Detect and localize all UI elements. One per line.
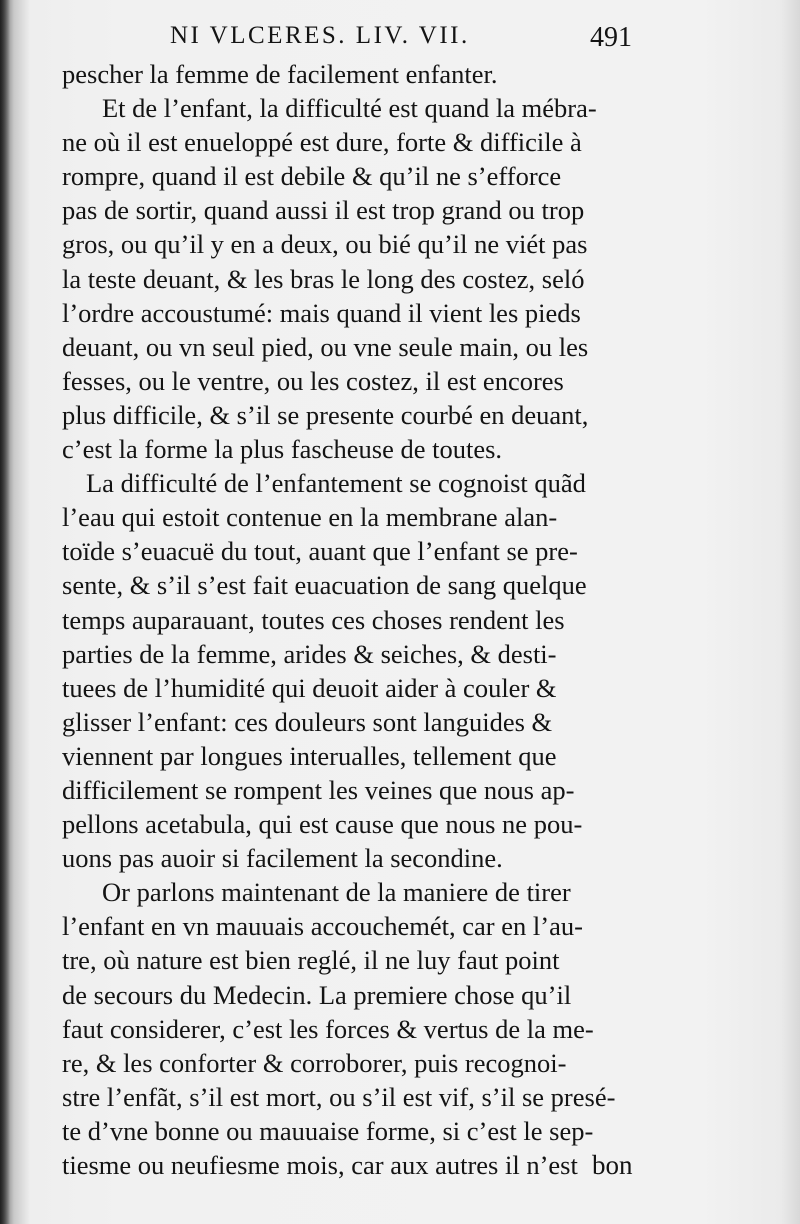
- text-line: glisser l’enfant: ces douleurs sont languides &: [62, 706, 553, 737]
- catchword: bon: [592, 1150, 633, 1180]
- text-line: parties de la femme, arides & seiches, & desti-: [62, 638, 557, 669]
- text-line: te d’vne bonne ou mauuaise forme, si c’est le sep-: [62, 1115, 594, 1146]
- text-line: viennent par longues interualles, tellement que: [62, 740, 557, 771]
- text-line: pas de sortir, quand aussi il est trop grand ou trop: [62, 195, 585, 226]
- text-line: uons pas auoir si facilement la secondine.: [62, 843, 503, 874]
- running-head: NI VLCERES. LIV. VII.: [170, 22, 470, 49]
- text-line: faut considerer, c’est les forces & vertus de la me-: [62, 1013, 594, 1044]
- text-line: de secours du Medecin. La premiere chose qu’il: [62, 979, 572, 1010]
- text-line: temps auparauant, toutes ces choses rendent les: [62, 604, 565, 635]
- text-line: fesses, ou le ventre, ou les costez, il est encores: [62, 365, 564, 396]
- page-header: [0, 18, 800, 58]
- text-line: tuees de l’humidité qui deuoit aider à couler &: [62, 672, 557, 703]
- text-line: pescher la femme de facilement enfanter.: [62, 59, 498, 89]
- text-line: difficilement se rompent les veines que nous ap-: [62, 774, 575, 805]
- text-line: tiesme ou neufiesme mois, car aux autres il n’est: [62, 1150, 578, 1180]
- text-line: re, & les conforter & corroborer, puis recognoi-: [62, 1047, 567, 1078]
- paragraph-start-line: Et de l’enfant, la difficulté est quand la mébra-: [102, 93, 597, 124]
- text-line: toïde s’euacuë du tout, auant que l’enfant se pre-: [62, 536, 578, 567]
- text-line: ne où il est enueloppé est dure, forte & difficile à: [62, 127, 582, 158]
- paragraph-start-line: La difficulté de l’enfantement se cognoist quãd: [86, 468, 586, 499]
- text-line: tre, où nature est bien reglé, il ne luy faut point: [62, 945, 560, 976]
- text-line: c’est la forme la plus fascheuse de toutes.: [62, 434, 503, 465]
- text-line: la teste deuant, & les bras le long des costez, seló: [62, 263, 585, 294]
- text-line: rompre, quand il est debile & qu’il ne s’efforce: [62, 161, 562, 192]
- text-line: deuant, ou vn seul pied, ou vne seule main, ou les: [62, 331, 589, 362]
- paragraph-start-line: Or parlons maintenant de la maniere de tirer: [102, 877, 571, 908]
- text-line: l’enfant en vn mauuais accouchemét, car en l’au-: [62, 911, 583, 942]
- text-line: l’ordre accoustumé: mais quand il vient les pieds: [62, 297, 581, 328]
- text-line: plus difficile, & s’il se presente courbé en deuant,: [62, 399, 589, 430]
- body-text: [62, 57, 652, 1182]
- text-line: stre l’enfãt, s’il est mort, ou s’il est vif, s’il se presé-: [62, 1081, 616, 1112]
- page-number: 491: [590, 22, 632, 53]
- text-line: l’eau qui estoit contenue en la membrane alan-: [62, 502, 558, 533]
- text-line: pellons acetabula, qui est cause que nous ne pou-: [62, 809, 583, 840]
- text-line: gros, ou qu’il y en a deux, ou bié qu’il ne viét pas: [62, 229, 588, 260]
- text-line: sente, & s’il s’est fait euacuation de sang quelque: [62, 570, 587, 601]
- gutter-shadow: [0, 0, 10, 1224]
